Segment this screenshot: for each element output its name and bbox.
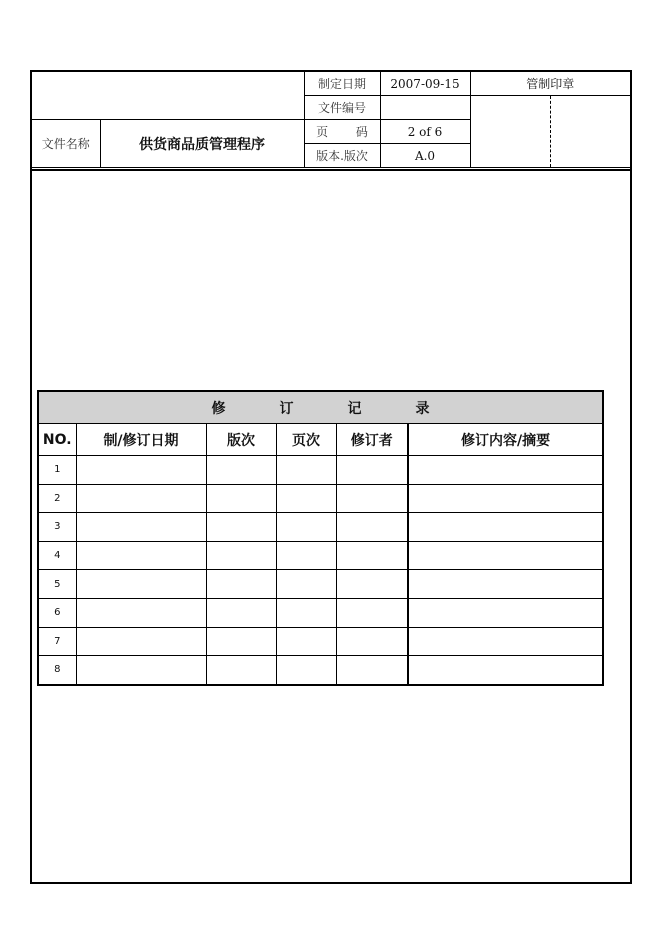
row-content [408, 627, 603, 656]
header-divider [32, 169, 630, 171]
row-content [408, 570, 603, 599]
row-page [276, 598, 336, 627]
row-version [206, 598, 276, 627]
row-reviser [336, 456, 408, 485]
row-reviser [336, 656, 408, 685]
row-date [76, 598, 206, 627]
row-number: 8 [38, 656, 76, 685]
row-number: 3 [38, 513, 76, 542]
row-page [276, 541, 336, 570]
row-version [206, 541, 276, 570]
header-field-label: 版本.版次 [304, 144, 380, 168]
row-version [206, 484, 276, 513]
row-page [276, 513, 336, 542]
row-number: 6 [38, 598, 76, 627]
row-reviser [336, 627, 408, 656]
row-date [76, 484, 206, 513]
stamp-label: 管制印章 [470, 72, 630, 96]
row-content [408, 598, 603, 627]
row-reviser [336, 541, 408, 570]
row-reviser [336, 513, 408, 542]
row-content [408, 656, 603, 685]
column-header-version: 版次 [206, 424, 276, 456]
header-field-value: 2 of 6 [380, 120, 470, 144]
document-header-table [32, 72, 630, 168]
doc-name-label: 文件名称 [32, 120, 100, 168]
row-version [206, 456, 276, 485]
row-version [206, 656, 276, 685]
header-field-label: 页 码 [304, 120, 380, 144]
header-field-label: 制定日期 [304, 72, 380, 96]
revision-table-title: 修 订 记 录 [38, 391, 603, 424]
column-header-reviser: 修订者 [336, 424, 408, 456]
document-title: 供货商品质管理程序 [100, 120, 304, 168]
row-page [276, 456, 336, 485]
row-reviser [336, 598, 408, 627]
row-page [276, 484, 336, 513]
column-header-page: 页次 [276, 424, 336, 456]
header-blank-cell [32, 72, 304, 120]
table-row [38, 484, 603, 513]
row-date [76, 570, 206, 599]
column-header-content: 修订内容/摘要 [408, 424, 603, 456]
row-version [206, 627, 276, 656]
row-reviser [336, 570, 408, 599]
row-date [76, 513, 206, 542]
header-field-label: 文件编号 [304, 96, 380, 120]
row-page [276, 656, 336, 685]
column-header-date: 制/修订日期 [76, 424, 206, 456]
row-reviser [336, 484, 408, 513]
row-content [408, 484, 603, 513]
row-date [76, 456, 206, 485]
revision-record-table [37, 390, 604, 686]
table-row [38, 598, 603, 627]
row-date [76, 541, 206, 570]
stamp-area [470, 96, 630, 168]
row-date [76, 656, 206, 685]
row-version [206, 570, 276, 599]
row-version [206, 513, 276, 542]
header-field-value: 2007-09-15 [380, 72, 470, 96]
row-number: 2 [38, 484, 76, 513]
stamp-divider [550, 96, 551, 167]
row-page [276, 570, 336, 599]
table-row [38, 456, 603, 485]
row-page [276, 627, 336, 656]
header-field-value: A.0 [380, 144, 470, 168]
row-date [76, 627, 206, 656]
table-row [38, 627, 603, 656]
row-number: 4 [38, 541, 76, 570]
column-header-no: NO. [38, 424, 76, 456]
row-number: 7 [38, 627, 76, 656]
table-row [38, 570, 603, 599]
table-row [38, 656, 603, 685]
header-field-value [380, 96, 470, 120]
row-number: 5 [38, 570, 76, 599]
row-content [408, 513, 603, 542]
table-row [38, 513, 603, 542]
row-number: 1 [38, 456, 76, 485]
table-row [38, 541, 603, 570]
row-content [408, 456, 603, 485]
row-content [408, 541, 603, 570]
